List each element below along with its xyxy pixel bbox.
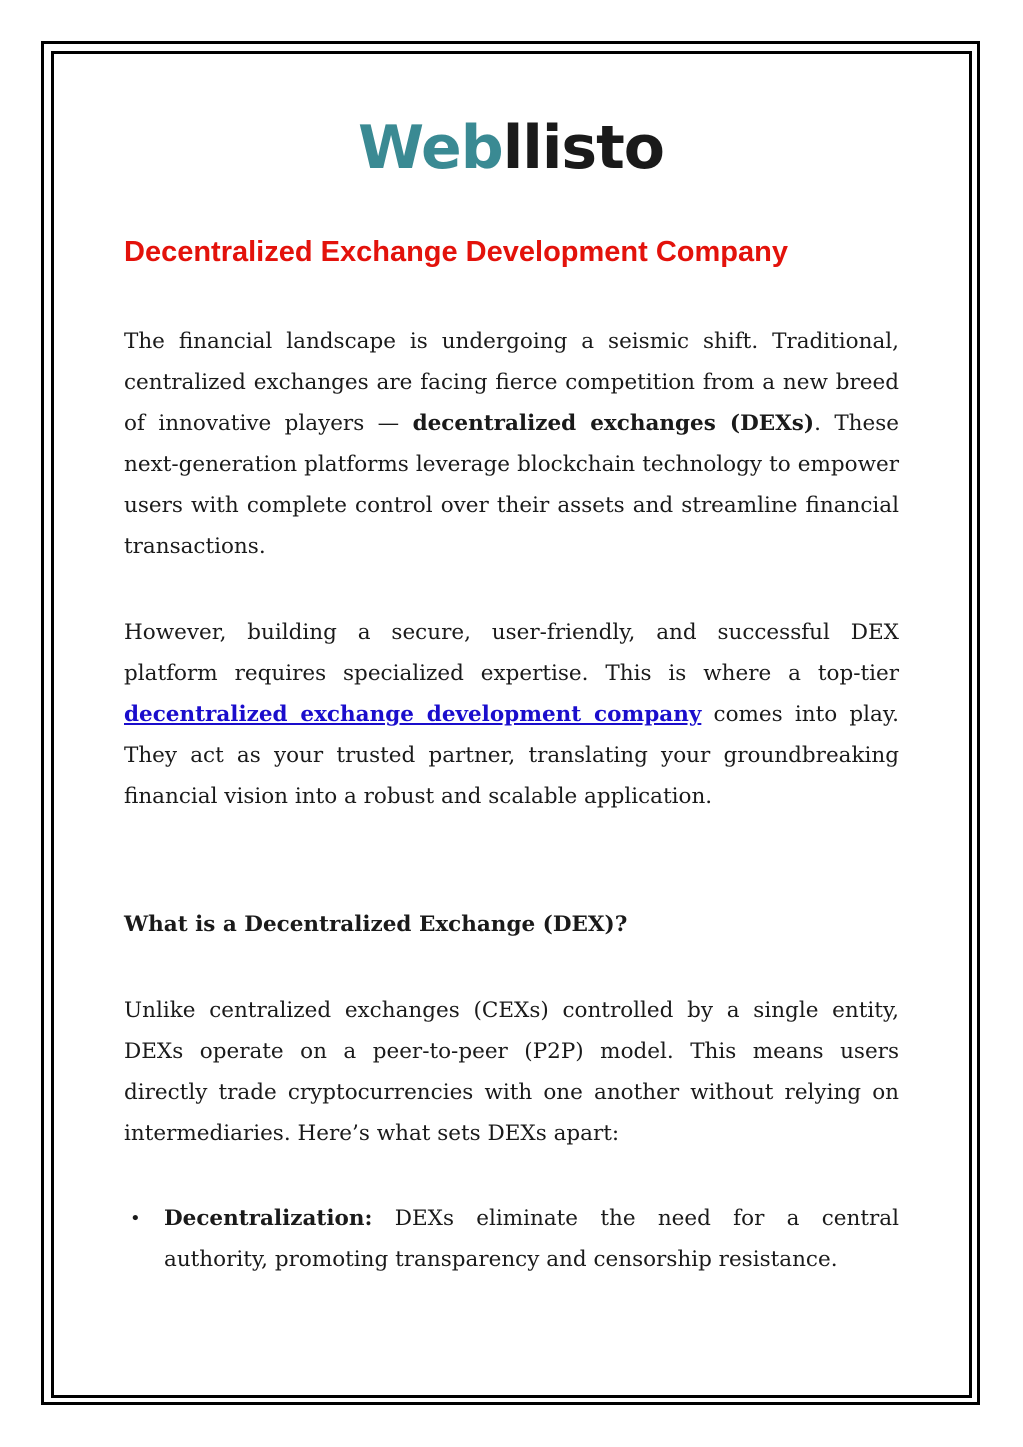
bullet-label: Decentralization: xyxy=(164,1206,373,1231)
features-list xyxy=(124,1198,899,1280)
intro-text-before: The financial landscape is undergoing a seismic shift. Traditional, centralized exchanges are facing fierce competition from a new breed of innovative players — xyxy=(124,329,899,436)
intro-bold-dexs: decentralized exchanges (DEXs) xyxy=(412,411,815,436)
second-paragraph xyxy=(124,612,899,817)
second-text-after: comes into play. They act as your trusted partner, translating your groundbreaking financial vision into a robust and scalable application. xyxy=(124,702,899,809)
list-item-decentralization xyxy=(124,1198,899,1280)
webllisto-logo xyxy=(358,112,664,184)
logo-part-web: Web xyxy=(358,113,503,183)
section-heading-what-is-dex: What is a Decentralized Exchange (DEX)? xyxy=(124,912,628,937)
dex-development-company-link[interactable]: decentralized exchange development company xyxy=(124,702,702,727)
bullet-text: DEXs eliminate the need for a central authority, promoting transparency and censorship resistance. xyxy=(164,1206,899,1272)
logo-part-llisto: llisto xyxy=(502,113,665,183)
intro-paragraph xyxy=(124,321,899,567)
intro-text-after: . These next-generation platforms leverage blockchain technology to empower users with complete control over their assets and streamline financial transactions. xyxy=(124,411,899,559)
third-paragraph: Unlike centralized exchanges (CEXs) controlled by a single entity, DEXs operate on a peer-to-peer (P2P) model. This means users directly trade cryptocurrencies with one another without relying on intermediaries. Here’s what sets DEXs apart: xyxy=(124,998,899,1146)
second-text-before: However, building a secure, user-friendly, and successful DEX platform requires specialized expertise. This is where a top-tier xyxy=(124,620,899,686)
document-title: Decentralized Exchange Development Company xyxy=(124,236,788,268)
bullet-marker: • xyxy=(130,1208,141,1229)
